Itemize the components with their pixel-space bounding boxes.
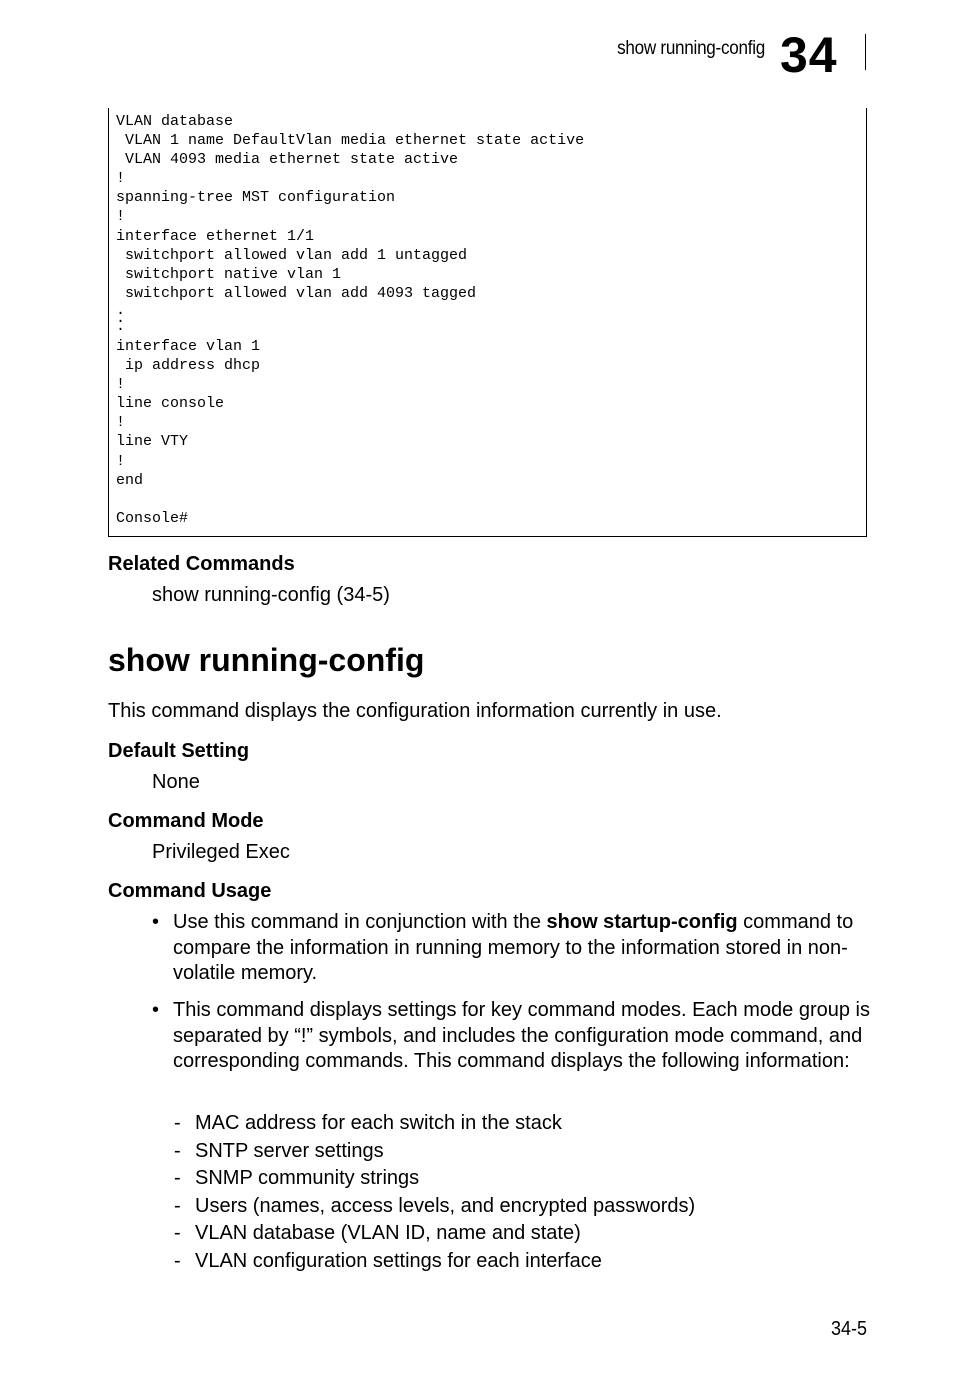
dash-marker: - <box>174 1222 181 1244</box>
code-line: VLAN database <box>116 113 234 130</box>
code-line: VLAN 1 name DefaultVlan media ethernet state active <box>116 132 585 150</box>
dash-list-item <box>174 1220 695 1248</box>
dash-item-text: SNTP server settings <box>195 1139 384 1162</box>
usage-bullet-1 <box>152 910 872 987</box>
dash-item-text: MAC address for each switch in the stack <box>195 1112 562 1134</box>
dash-item-text: VLAN configuration settings for each interface <box>195 1249 602 1272</box>
code-example <box>116 112 584 528</box>
dash-marker: - <box>174 1139 181 1162</box>
code-line: switchport native vlan 1 <box>116 265 342 283</box>
code-line: spanning-tree MST configuration <box>116 189 396 207</box>
code-line: line console <box>116 395 225 413</box>
dash-marker: - <box>174 1249 181 1272</box>
dash-marker: - <box>174 1167 181 1189</box>
code-line: end <box>116 471 144 489</box>
command-mode-heading: Command Mode <box>108 810 264 832</box>
code-block-bottom <box>116 337 584 490</box>
page-number: 34-5 <box>830 1318 867 1340</box>
code-line: interface ethernet 1/1 <box>116 227 315 245</box>
command-mode-value: Privileged Exec <box>152 841 290 863</box>
code-line: interface vlan 1 <box>116 337 261 355</box>
bullet-text-post: command to compare the information in running memory to the information stored in non-volatile memory. <box>173 911 854 984</box>
code-line: VLAN 4093 media ethernet state active <box>116 151 459 169</box>
code-ellipsis: . . . <box>116 301 126 335</box>
dash-list-item <box>174 1193 695 1221</box>
code-gap <box>116 490 584 504</box>
bullet-text-command: show startup-config <box>546 911 738 933</box>
page-title: show running-config <box>108 642 425 678</box>
bullet-marker: • <box>152 999 160 1021</box>
code-line: ! <box>116 414 126 432</box>
dash-list-item <box>174 1138 695 1166</box>
code-line: ! <box>116 170 126 188</box>
dash-item-text: Users (names, access levels, and encrypted passwords) <box>195 1194 696 1217</box>
running-header-title: show running-config <box>617 38 765 59</box>
chapter-number: 34 <box>780 27 838 83</box>
code-line: ip address dhcp <box>116 357 261 375</box>
dash-list-item <box>174 1110 695 1138</box>
info-dash-list <box>174 1110 695 1275</box>
default-setting-heading: Default Setting <box>108 740 250 762</box>
related-command-link[interactable]: show running-config (34-5) <box>152 584 390 606</box>
code-line: line VTY <box>116 433 189 451</box>
code-block-top <box>116 112 584 303</box>
dash-item-text: SNMP community strings <box>195 1167 420 1189</box>
dash-list-item <box>174 1248 695 1276</box>
dash-list-item <box>174 1165 695 1193</box>
code-line: ! <box>116 376 126 394</box>
intro-text: This command displays the configuration information currently in use. <box>108 700 722 722</box>
code-line: switchport allowed vlan add 4093 tagged <box>116 284 477 302</box>
code-line: ! <box>116 208 126 226</box>
code-line: ! <box>116 452 126 470</box>
bullet-text-pre: Use this command in conjunction with the <box>173 911 547 933</box>
bullet-marker: • <box>152 911 160 933</box>
dash-marker: - <box>174 1112 181 1134</box>
usage-bullet-2 <box>152 998 872 1075</box>
default-setting-value: None <box>152 771 200 793</box>
bullet-text <box>173 910 872 987</box>
dash-item-text: VLAN database (VLAN ID, name and state) <box>195 1222 581 1244</box>
command-usage-heading: Command Usage <box>108 880 272 902</box>
dash-marker: - <box>174 1194 181 1217</box>
code-prompt: Console# <box>116 509 189 527</box>
chapter-rule <box>865 34 866 70</box>
bullet-text: This command displays settings for key command modes. Each mode group is separated by “!” symbols, and includes the configuration mode command, and corresponding commands. This command displays the following information: <box>173 999 870 1072</box>
related-commands-heading: Related Commands <box>108 553 295 575</box>
code-line: switchport allowed vlan add 1 untagged <box>116 246 468 264</box>
